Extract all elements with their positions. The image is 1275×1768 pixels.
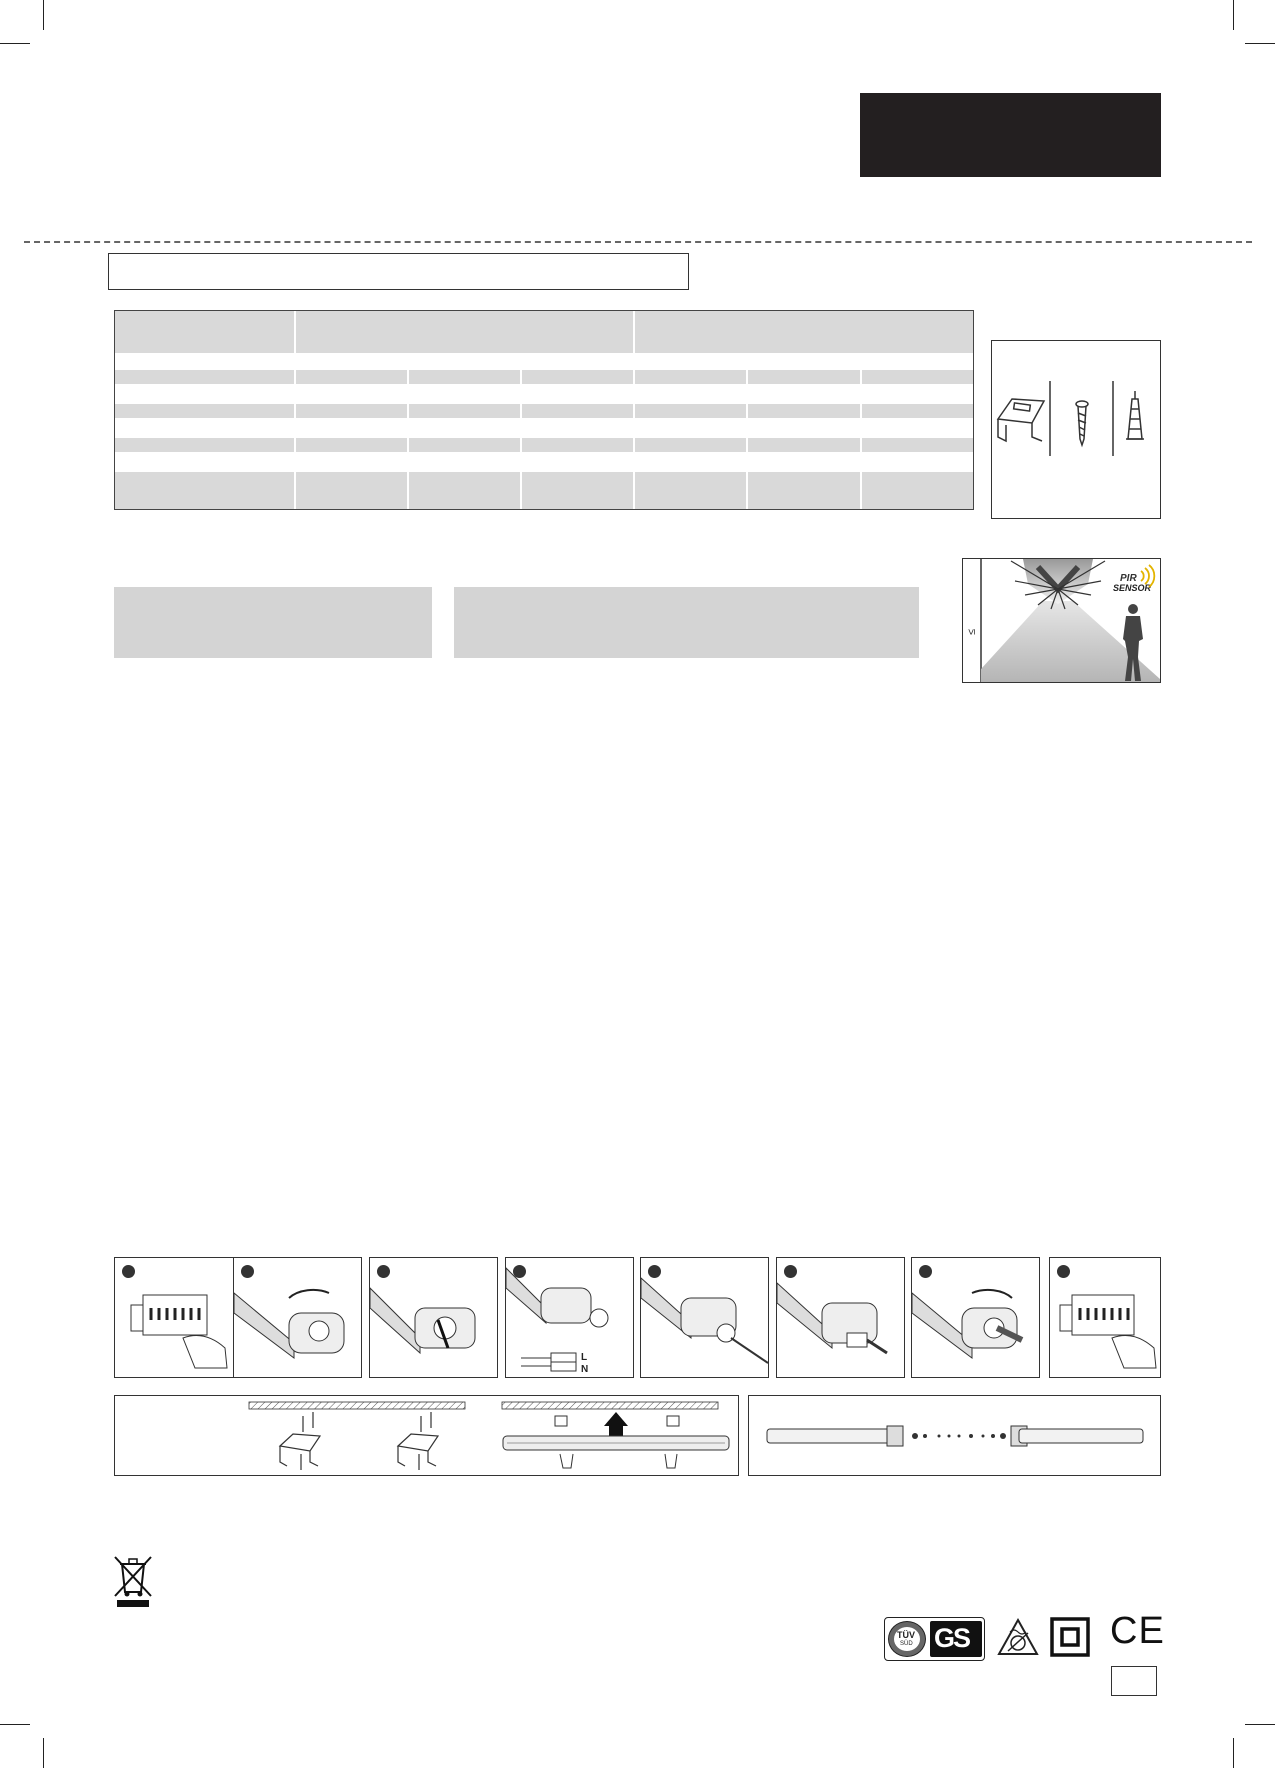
spec-table-row <box>115 438 973 452</box>
step-8-breaker-on <box>1049 1257 1161 1378</box>
step-1-breaker-off <box>114 1257 243 1378</box>
spec-table-divider <box>520 353 522 509</box>
crop-mark-top-left-h <box>0 43 30 44</box>
gs-label: GS <box>934 1623 970 1653</box>
ceiling-hatch <box>249 1402 465 1409</box>
spec-table-divider <box>633 311 635 509</box>
crop-mark-top-right-h <box>1245 43 1275 44</box>
dashed-separator <box>24 241 1252 243</box>
grey-panel-right <box>454 587 919 658</box>
clip-with-screws-icon <box>398 1412 438 1470</box>
step-7-close-cap <box>911 1257 1040 1378</box>
wiring-neutral-label: N <box>581 1364 589 1375</box>
spec-table-header-row <box>115 311 973 353</box>
open-end-cap-icon <box>234 1258 361 1377</box>
spec-table-divider <box>746 353 748 509</box>
breaker-panel-icon <box>1050 1258 1160 1377</box>
crop-mark-bottom-left-h <box>0 1724 30 1725</box>
crop-mark-bottom-right-v <box>1233 1738 1234 1768</box>
step-3-remove-plug <box>369 1257 498 1378</box>
spec-table-row <box>115 370 973 384</box>
luminaire-clip-in-icon <box>503 1412 729 1468</box>
tighten-gland-icon <box>777 1258 904 1377</box>
step-2-open-cap <box>233 1257 362 1378</box>
mounting-installation-illustration <box>115 1396 738 1475</box>
spec-table-divider <box>407 353 409 509</box>
crop-mark-top-left-v <box>43 0 44 30</box>
class-ii-double-insulation-icon <box>1050 1617 1090 1657</box>
pir-sensor-illustration <box>963 559 1160 682</box>
mounting-height-label: ≤ <box>966 628 978 635</box>
crop-mark-bottom-left-v <box>43 1738 44 1768</box>
weee-crossed-bin-icon <box>112 1554 154 1608</box>
ce-label: CE <box>1110 1610 1165 1652</box>
gs-badge <box>930 1621 982 1657</box>
header-black-box <box>860 93 1161 177</box>
linking-connection-illustration <box>749 1396 1160 1475</box>
spec-table-row <box>115 472 973 509</box>
spec-table-row <box>115 404 973 418</box>
mounting-clip-icon <box>998 399 1044 441</box>
spec-table <box>114 310 974 510</box>
step-5-insert-cable <box>640 1257 769 1378</box>
ce-mark <box>1110 1610 1165 1654</box>
grey-panel-left <box>114 587 432 658</box>
clip-with-screws-icon <box>280 1412 320 1470</box>
spec-table-divider <box>294 311 296 509</box>
step-6-tighten-gland <box>776 1257 905 1378</box>
screw-icon <box>1076 401 1088 445</box>
close-end-cap-icon <box>912 1258 1039 1377</box>
crop-mark-bottom-right-h <box>1245 1724 1275 1725</box>
wiring-live-label: L <box>581 1352 588 1363</box>
ceiling-hatch <box>502 1402 718 1409</box>
pir-badge-line2: SENSOR <box>1113 583 1152 593</box>
pir-badge-line1: PIR <box>1120 573 1137 584</box>
no-thermal-insulation-cover-icon <box>996 1616 1040 1660</box>
title-box <box>108 253 689 290</box>
remove-plug-icon <box>370 1258 497 1377</box>
tuv-badge <box>888 1621 926 1657</box>
tuv-gs-certification-mark <box>884 1617 985 1661</box>
tuv-line1: TÜV <box>897 1630 915 1640</box>
breaker-panel-icon <box>115 1258 242 1377</box>
accessories-illustration <box>992 341 1160 518</box>
insert-cable-icon <box>641 1258 768 1377</box>
linking-connection-box <box>748 1395 1161 1476</box>
wall-plug-icon <box>1126 391 1144 439</box>
pir-sensor-diagram <box>962 558 1161 683</box>
accessories-box <box>991 340 1161 519</box>
wiring-terminal-icon <box>506 1258 633 1377</box>
mounting-installation-box <box>114 1395 739 1476</box>
tuv-line2: SÜD <box>900 1641 913 1647</box>
step-4-wiring <box>505 1257 634 1378</box>
page-number-box <box>1111 1666 1157 1696</box>
spec-table-divider <box>860 353 862 509</box>
crop-mark-top-right-v <box>1233 0 1234 30</box>
